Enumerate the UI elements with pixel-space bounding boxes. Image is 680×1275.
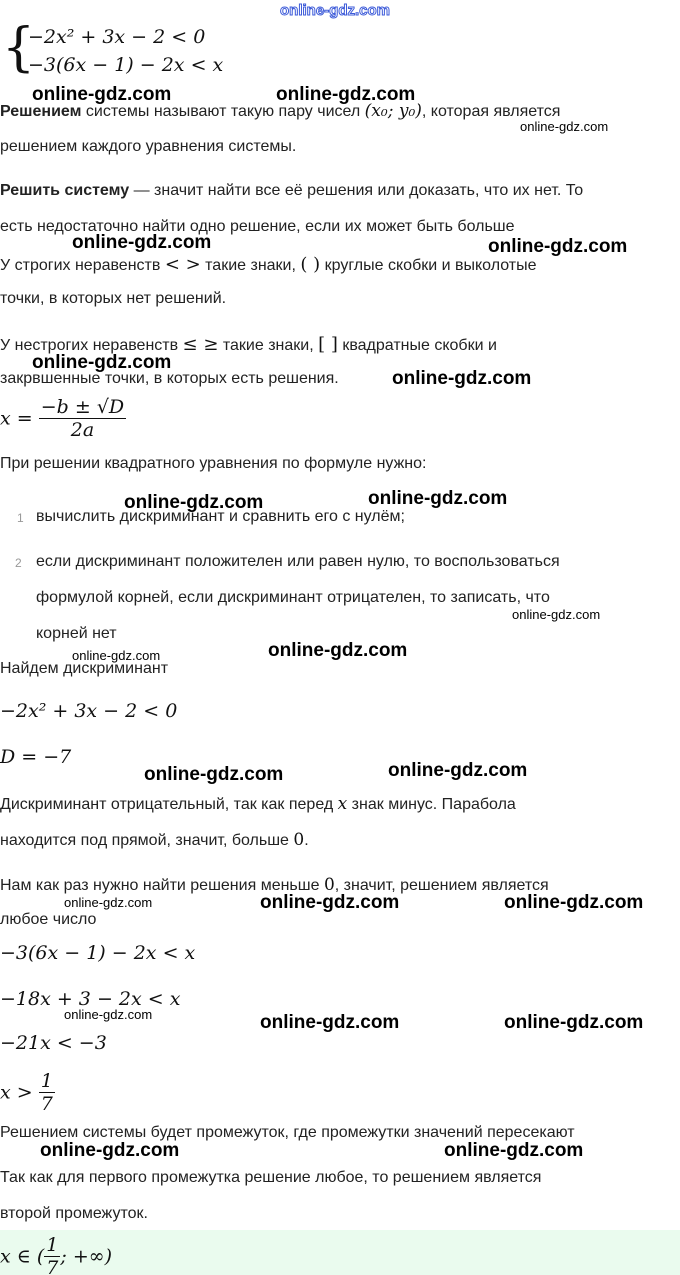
- watermark: online-gdz.com: [64, 1007, 153, 1022]
- solve-definition-line2: есть недостаточно найти одно решение, если их может быть больше: [0, 218, 515, 235]
- watermark: online-gdz.com: [72, 648, 161, 663]
- watermark: online-gdz.com: [392, 368, 532, 389]
- watermark: online-gdz.com: [32, 352, 172, 373]
- negative-discriminant: Дискриминант отрицательный, так как перед x знак минус. Парабола: [0, 794, 516, 814]
- watermark: online-gdz.com: [488, 236, 628, 257]
- any-number: любое число: [0, 911, 97, 928]
- step-number: 2: [15, 556, 22, 570]
- step-s4: x > $\frac{1}{7}$: [0, 1070, 53, 1115]
- step-s2: −18x + 3 − 2x < x: [0, 988, 181, 1010]
- watermark: online-gdz.com: [124, 492, 264, 513]
- step-text: формулой корней, если дискриминант отрицателен, то записать, что: [36, 589, 550, 606]
- quadratic-formula: x = $\frac{-b \pm √D}{2a}$: [0, 396, 125, 441]
- watermark-top: online-gdz.com: [280, 2, 390, 19]
- system-brace: {: [2, 18, 36, 78]
- watermark: online-gdz.com: [260, 892, 400, 913]
- discriminant-value: D = −7: [0, 746, 72, 768]
- step-text: корней нет: [36, 625, 117, 642]
- first-interval-text: Так как для первого промежутка решение любое, то решением является: [0, 1169, 542, 1186]
- solution-definition-line2: решением каждого уравнения системы.: [0, 138, 297, 155]
- watermark: online-gdz.com: [388, 760, 528, 781]
- step-text: если дискриминант положителен или равен нулю, то воспользоваться: [36, 553, 560, 570]
- step-number: 1: [17, 511, 24, 525]
- second-interval-text: второй промежуток.: [0, 1205, 148, 1222]
- watermark: online-gdz.com: [368, 488, 508, 509]
- watermark: online-gdz.com: [504, 892, 644, 913]
- watermark: online-gdz.com: [276, 84, 416, 105]
- watermark: online-gdz.com: [512, 607, 601, 622]
- watermark: online-gdz.com: [64, 895, 153, 910]
- strict-inequalities-line2: точки, в которых нет решений.: [0, 290, 227, 307]
- watermark: online-gdz.com: [444, 1140, 584, 1161]
- watermark: online-gdz.com: [40, 1140, 180, 1161]
- strict-inequalities: У строгих неравенств < > такие знаки, ( ) круглые скобки и выколотые: [0, 254, 537, 275]
- step-s3: −21x < −3: [0, 1032, 107, 1054]
- quad-intro: При решении квадратного уравнения по формуле нужно:: [0, 455, 427, 472]
- need-less-zero: Нам как раз нужно найти решения меньше 0, значит, решением является: [0, 875, 549, 895]
- watermark: online-gdz.com: [144, 764, 284, 785]
- solution-definition: Решением системы называют такую пару чисел (x₀; y₀), которая является: [0, 101, 561, 121]
- watermark: online-gdz.com: [72, 232, 212, 253]
- nonstrict-inequalities-line2: закрвшенные точки, в которых есть решения.: [0, 370, 339, 387]
- parabola-below: находится под прямой, значит, больше 0.: [0, 830, 309, 850]
- watermark: online-gdz.com: [268, 640, 408, 661]
- answer: x ∈ ( $\frac{1}{7}$ ; +∞): [0, 1234, 112, 1275]
- watermark: online-gdz.com: [504, 1012, 644, 1033]
- system-solution-text: Решением системы будет промежуток, где промежутки значений пересекают: [0, 1124, 575, 1141]
- system-eq1: −2x² + 3x − 2 < 0: [28, 26, 206, 48]
- work-eq1: −2x² + 3x − 2 < 0: [0, 700, 178, 722]
- watermark: online-gdz.com: [260, 1012, 400, 1033]
- step-s1: −3(6x − 1) − 2x < x: [0, 942, 196, 964]
- watermark: online-gdz.com: [32, 84, 172, 105]
- system-eq2: −3(6x − 1) − 2x < x: [28, 54, 224, 76]
- watermark: online-gdz.com: [520, 119, 609, 134]
- nonstrict-inequalities: У нестрогих неравенств ≤ ≥ такие знаки, [ ] квадратные скобки и: [0, 334, 497, 355]
- find-discriminant: Найдем дискриминант: [0, 660, 169, 677]
- step-text: вычислить дискриминант и сравнить его с нулём;: [36, 508, 405, 525]
- solve-definition: Решить систему — значит найти все её решения или доказать, что их нет. То: [0, 182, 584, 199]
